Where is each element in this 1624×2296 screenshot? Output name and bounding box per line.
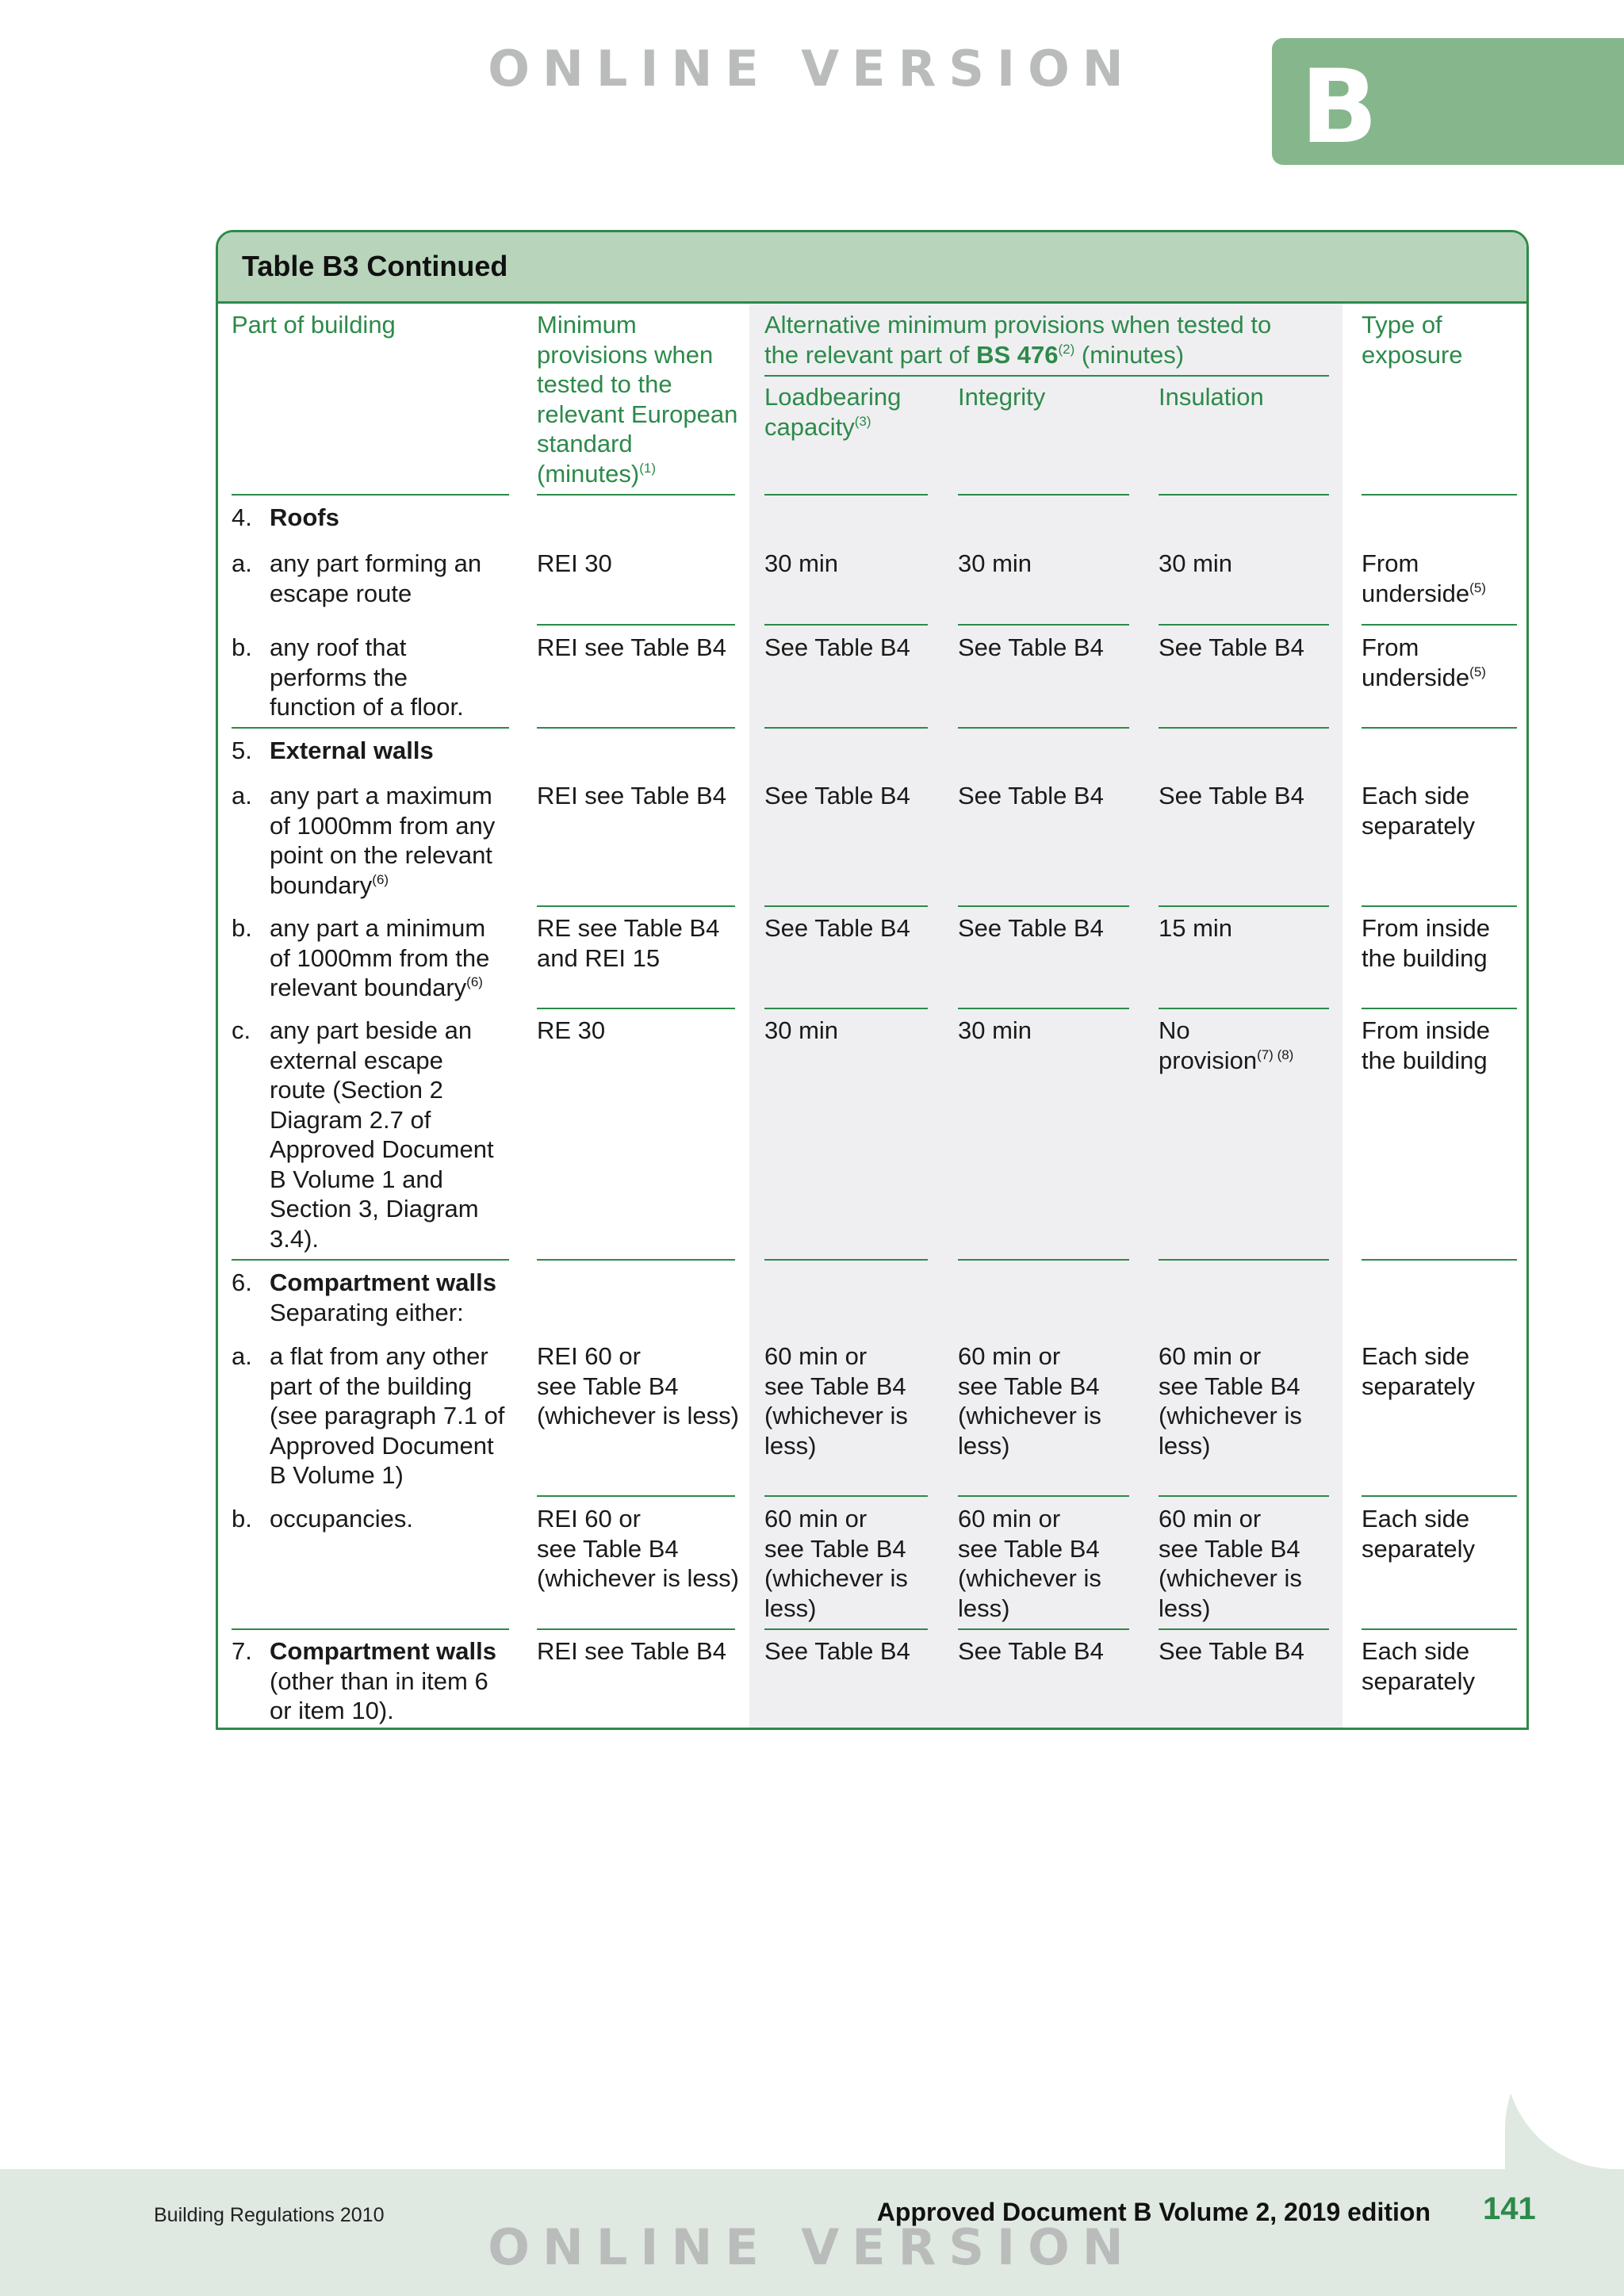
header-divider [764,375,1329,377]
exposure-cell: Each side [1362,782,1470,809]
min-cell: RE 30 [537,1016,606,1044]
exposure-cell: separately [1362,1535,1476,1563]
insulation-cell: (whichever is [1159,1402,1302,1429]
exposure-cell: separately [1362,812,1476,840]
section-heading-external-walls: External walls [270,737,434,764]
header-insulation: Insulation [1159,383,1264,411]
integrity-cell: See Table B4 [958,914,1104,942]
row-letter: c. [232,1016,251,1044]
insulation-cell: See Table B4 [1159,782,1304,809]
part-text: B Volume 1) [270,1461,404,1489]
min-cell: REI 60 or [537,1505,641,1533]
insulation-cell: No [1159,1016,1190,1044]
header-min-line: standard [537,430,633,457]
section-letter: B [1300,48,1378,166]
exposure-cell: From [1362,633,1419,661]
part-text: B Volume 1 and [270,1165,443,1193]
loadbearing-cell: less) [764,1432,817,1460]
part-text: Approved Document [270,1432,494,1460]
exposure-cell: the building [1362,944,1488,972]
row-letter: b. [232,914,252,942]
integrity-cell: less) [958,1432,1010,1460]
part-text: of 1000mm from the [270,944,490,972]
exposure-cell: separately [1362,1372,1476,1400]
part-text: any part a maximum [270,782,492,809]
online-version-watermark: ONLINE VERSION [488,2218,1136,2276]
header-integrity: Integrity [958,383,1046,411]
part-text: any roof that [270,633,407,661]
header-part-of-building: Part of building [232,311,396,339]
min-cell: REI see Table B4 [537,782,726,809]
integrity-cell: see Table B4 [958,1535,1100,1563]
part-text: Section 3, Diagram [270,1195,479,1223]
row-letter: a. [232,549,252,577]
insulation-cell: 15 min [1159,914,1233,942]
loadbearing-cell: See Table B4 [764,914,910,942]
part-text: relevant boundary$^{(6)}$ [270,974,483,1001]
loadbearing-cell: 60 min or [764,1342,868,1370]
part-text: 3.4). [270,1225,320,1253]
insulation-cell: less) [1159,1432,1211,1460]
insulation-cell: See Table B4 [1159,633,1304,661]
loadbearing-cell: (whichever is [764,1402,908,1429]
min-cell: REI see Table B4 [537,633,726,661]
insulation-cell: (whichever is [1159,1564,1302,1592]
loadbearing-cell: See Table B4 [764,633,910,661]
part-text: a flat from any other [270,1342,488,1370]
part-text: any part beside an [270,1016,473,1044]
header-loadbearing: capacity$^{(3)}$ [764,413,871,441]
exposure-cell: separately [1362,1667,1476,1695]
part-text: boundary$^{(6)}$ [270,871,389,899]
exposure-cell: From inside [1362,1016,1490,1044]
part-text: part of the building [270,1372,473,1400]
part-text: any part a minimum [270,914,486,942]
insulation-cell: See Table B4 [1159,1637,1304,1665]
header-type-of-exposure: exposure [1362,341,1463,369]
part-text: of 1000mm from any [270,812,496,840]
online-version-watermark: ONLINE VERSION [488,40,1136,98]
header-min-line: Minimum [537,311,637,339]
integrity-cell: See Table B4 [958,633,1104,661]
table-title: Table B3 Continued [242,250,508,282]
part-text: (other than in item 6 [270,1667,488,1695]
part-text: occupancies. [270,1505,413,1533]
min-cell: (whichever is less) [537,1402,739,1429]
insulation-cell: see Table B4 [1159,1535,1300,1563]
header-alt-line: the relevant part of BS 476$^{(2)}$ (minutes) [764,341,1185,369]
exposure-cell: underside$^{(5)}$ [1362,580,1486,607]
integrity-cell: see Table B4 [958,1372,1100,1400]
part-text: point on the relevant [270,841,492,869]
integrity-cell: (whichever is [958,1564,1101,1592]
loadbearing-cell: See Table B4 [764,1637,910,1665]
section-tab [1272,38,1624,165]
page-number: 141 [1483,2191,1536,2226]
loadbearing-cell: less) [764,1594,817,1622]
section-heading-compartment-walls: Compartment walls [270,1637,496,1665]
part-text: performs the [270,664,408,691]
min-cell: RE see Table B4 [537,914,720,942]
exposure-cell: Each side [1362,1342,1470,1370]
section-number: 4. [232,503,252,531]
part-text: Diagram 2.7 of [270,1106,431,1134]
section-subheading: Separating either: [270,1299,464,1326]
section-number: 7. [232,1637,252,1665]
integrity-cell: less) [958,1594,1010,1622]
header-type-of-exposure: Type of [1362,311,1442,339]
min-cell: see Table B4 [537,1372,679,1400]
insulation-cell: see Table B4 [1159,1372,1300,1400]
footer-regulations: Building Regulations 2010 [154,2204,385,2226]
min-cell: (whichever is less) [537,1564,739,1592]
loadbearing-cell: See Table B4 [764,782,910,809]
part-text: external escape [270,1047,443,1074]
header-min-line: relevant European [537,400,738,428]
min-cell: REI see Table B4 [537,1637,726,1665]
insulation-cell: less) [1159,1594,1211,1622]
table-b3 [216,230,1529,1730]
part-text: or item 10). [270,1697,394,1724]
section-heading-compartment-walls: Compartment walls [270,1269,496,1296]
loadbearing-cell: 30 min [764,1016,839,1044]
exposure-cell: Each side [1362,1505,1470,1533]
min-cell: see Table B4 [537,1535,679,1563]
integrity-cell: See Table B4 [958,782,1104,809]
min-cell: REI 30 [537,549,612,577]
footer-document-title: Approved Document B Volume 2, 2019 edition [876,2198,1431,2226]
part-text: (see paragraph 7.1 of [270,1402,505,1429]
integrity-cell: 60 min or [958,1505,1061,1533]
header-min-line: provisions when [537,341,714,369]
row-letter: a. [232,782,252,809]
header-min-line: tested to the [537,370,672,398]
exposure-cell: Each side [1362,1637,1470,1665]
integrity-cell: (whichever is [958,1402,1101,1429]
part-text: Approved Document [270,1135,494,1163]
part-text: escape route [270,580,412,607]
exposure-cell: From inside [1362,914,1490,942]
table-title-bar [218,232,1526,304]
part-text: route (Section 2 [270,1076,443,1104]
loadbearing-cell: 60 min or [764,1505,868,1533]
integrity-cell: 60 min or [958,1342,1061,1370]
exposure-cell: the building [1362,1047,1488,1074]
loadbearing-cell: see Table B4 [764,1535,906,1563]
row-letter: b. [232,1505,252,1533]
header-min-line: (minutes)$^{(1)}$ [537,460,656,488]
integrity-cell: 30 min [958,549,1032,577]
integrity-cell: 30 min [958,1016,1032,1044]
insulation-cell: provision$^{(7) (8)}$ [1159,1047,1294,1074]
row-letter: a. [232,1342,252,1370]
insulation-cell: 60 min or [1159,1505,1262,1533]
header-alt-line: Alternative minimum provisions when tested to [764,311,1272,339]
insulation-cell: 30 min [1159,549,1233,577]
header-loadbearing: Loadbearing [764,383,902,411]
integrity-cell: See Table B4 [958,1637,1104,1665]
section-number: 5. [232,737,252,764]
insulation-cell: 60 min or [1159,1342,1262,1370]
loadbearing-cell: (whichever is [764,1564,908,1592]
section-heading-roofs: Roofs [270,503,339,531]
section-number: 6. [232,1269,252,1296]
loadbearing-cell: see Table B4 [764,1372,906,1400]
min-cell: REI 60 or [537,1342,641,1370]
part-text: any part forming an [270,549,482,577]
min-cell: and REI 15 [537,944,661,972]
loadbearing-cell: 30 min [764,549,839,577]
exposure-cell: From [1362,549,1419,577]
row-letter: b. [232,633,252,661]
exposure-cell: underside$^{(5)}$ [1362,664,1486,691]
part-text: function of a floor. [270,693,464,721]
